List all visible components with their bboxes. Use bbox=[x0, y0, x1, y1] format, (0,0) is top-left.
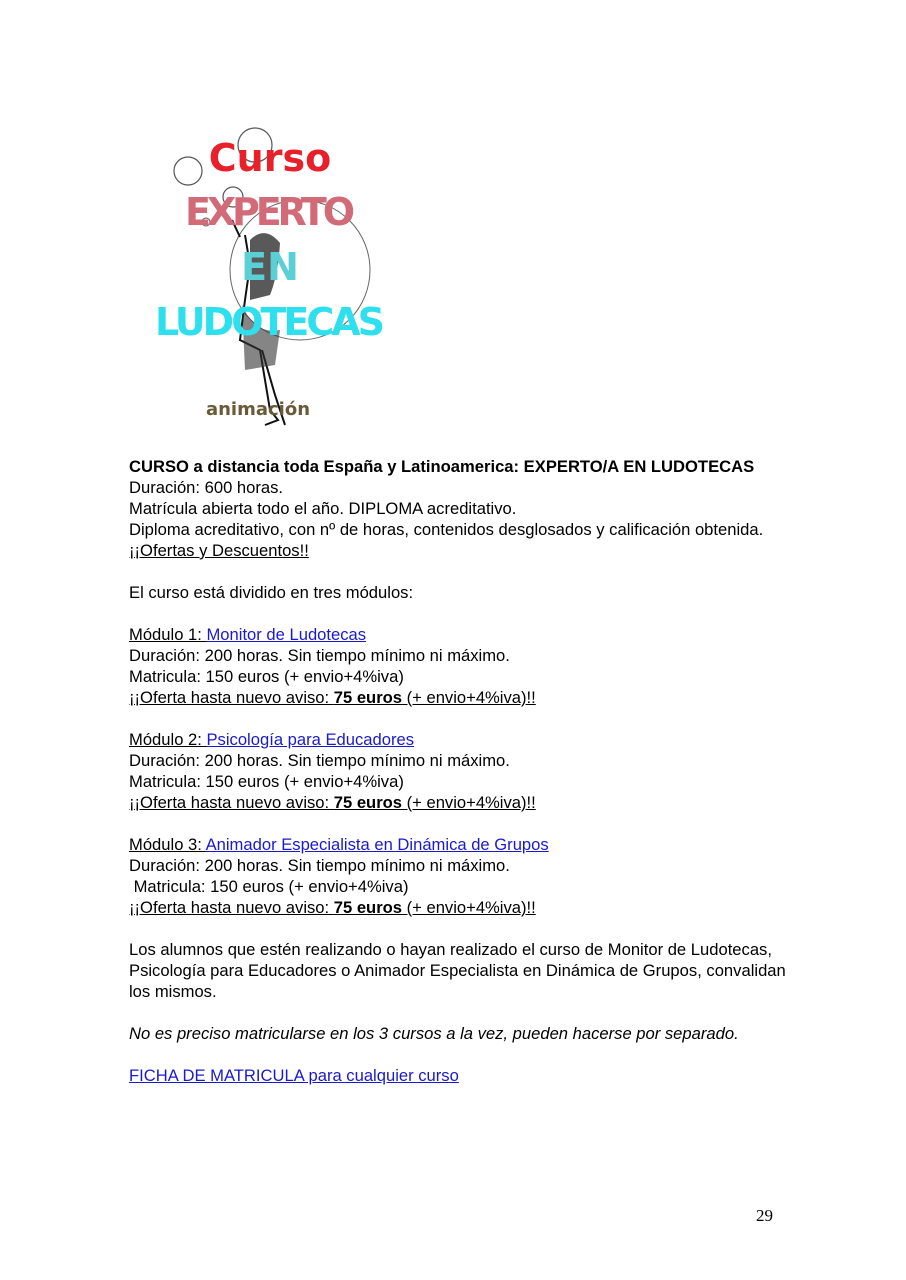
module-offer: ¡¡Oferta hasta nuevo aviso: 75 euros (+ envio+4%iva)!! bbox=[129, 688, 536, 707]
module-2-link[interactable]: Psicología para Educadores bbox=[206, 730, 415, 749]
offer-price: 75 euros bbox=[333, 898, 403, 917]
module-duration: Duración: 200 horas. Sin tiempo mínimo ni máximo. bbox=[129, 856, 510, 875]
enrollment-form-link[interactable]: FICHA DE MATRICULA para cualquier curso bbox=[129, 1066, 459, 1085]
module-label: Módulo 2: bbox=[129, 730, 207, 749]
svg-text:EXPERTO: EXPERTO bbox=[185, 190, 355, 234]
module-2 bbox=[129, 729, 789, 813]
module-3 bbox=[129, 834, 789, 918]
svg-text:Curso: Curso bbox=[208, 136, 332, 180]
module-offer: ¡¡Oferta hasta nuevo aviso: 75 euros (+ envio+4%iva)!! bbox=[129, 793, 536, 812]
module-1-link[interactable]: Monitor de Ludotecas bbox=[206, 625, 367, 644]
document-body bbox=[129, 456, 789, 1086]
module-price: Matricula: 150 euros (+ envio+4%iva) bbox=[129, 877, 409, 896]
module-duration: Duración: 200 horas. Sin tiempo mínimo ni máximo. bbox=[129, 646, 510, 665]
offer-price: 75 euros bbox=[333, 688, 403, 707]
page-number: 29 bbox=[756, 1206, 773, 1225]
module-price: Matricula: 150 euros (+ envio+4%iva) bbox=[129, 772, 404, 791]
convalidation-text: Los alumnos que estén realizando o hayan realizado el curso de Monitor de Ludotecas, Psicología para Educadores o Animador Especialista en Dinámica de Grupos, convalidan los mismos. bbox=[129, 940, 791, 1001]
separate-enrollment-note: No es preciso matricularse en los 3 cursos a la vez, pueden hacerse por separado. bbox=[129, 1024, 739, 1043]
offer-price: 75 euros bbox=[333, 793, 403, 812]
module-3-link[interactable]: Animador Especialista en Dinámica de Grupos bbox=[205, 835, 549, 854]
svg-text:EN: EN bbox=[241, 245, 299, 289]
course-heading: CURSO a distancia toda España y Latinoamerica: EXPERTO/A EN LUDOTECAS bbox=[129, 457, 755, 476]
course-diploma: Diploma acreditativo, con nº de horas, contenidos desglosados y calificación obtenida. bbox=[129, 520, 764, 539]
module-duration: Duración: 200 horas. Sin tiempo mínimo ni máximo. bbox=[129, 751, 510, 770]
svg-text:LUDOTECAS: LUDOTECAS bbox=[155, 300, 385, 344]
modules-intro: El curso está dividido en tres módulos: bbox=[129, 583, 414, 602]
course-logo bbox=[150, 125, 395, 435]
course-enrollment: Matrícula abierta todo el año. DIPLOMA acreditativo. bbox=[129, 499, 517, 518]
module-label: Módulo 3: bbox=[129, 835, 206, 854]
module-1 bbox=[129, 624, 789, 708]
module-price: Matricula: 150 euros (+ envio+4%iva) bbox=[129, 667, 404, 686]
svg-text:animación: animación bbox=[205, 399, 311, 420]
course-duration: Duración: 600 horas. bbox=[129, 478, 284, 497]
offers-text: ¡¡Ofertas y Descuentos!! bbox=[129, 541, 309, 560]
module-offer: ¡¡Oferta hasta nuevo aviso: 75 euros (+ envio+4%iva)!! bbox=[129, 898, 536, 917]
module-label: Módulo 1: bbox=[129, 625, 207, 644]
